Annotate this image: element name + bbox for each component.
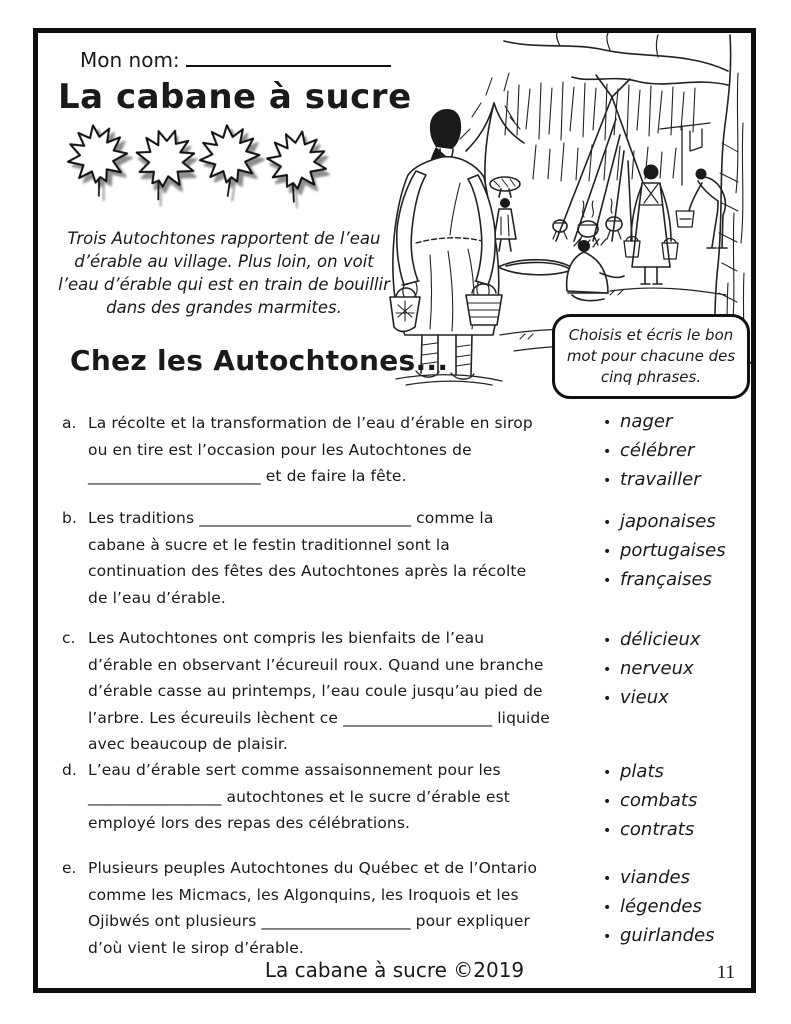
word-item [603, 864, 753, 893]
sentence-a [62, 410, 550, 490]
bullet-icon: • [603, 871, 612, 887]
sentence-text: Les traditions ___________________________ comme la cabane à sucre et le festin traditionnel sont la continuation des fêtes des Autochtones après la récolte de l’eau d’érable. [88, 509, 527, 607]
word-list-e [603, 864, 753, 951]
word-option: japonaises [620, 511, 716, 532]
word-option: françaises [620, 569, 712, 590]
bullet-icon: • [603, 765, 612, 781]
sentence-text: La récolte et la transformation de l’eau d’érable en sirop ou en tire est l’occasion pour les Autochtones de ______________________ et de faire la fête. [88, 414, 533, 485]
bullet-icon: • [603, 573, 612, 589]
background-figures [490, 165, 727, 301]
word-list-d [603, 758, 753, 845]
word-item [603, 626, 753, 655]
word-option: célébrer [620, 440, 695, 461]
sentence-text: Les Autochtones ont compris les bienfaits de l’eau d’érable en observant l’écureuil roux. Quand une branche d’érable casse au printemps, l’eau coule jusqu’au pied de l’arbre. Les écureuils lèchent ce ___________________ liquide avec beaucoup de plaisir. [88, 629, 550, 753]
sentence-label: e. [62, 859, 77, 877]
word-option: combats [620, 790, 698, 811]
word-item [603, 684, 753, 713]
bullet-icon: • [603, 415, 612, 431]
bullet-icon: • [603, 662, 612, 678]
bullet-icon: • [603, 473, 612, 489]
word-option: viandes [620, 867, 690, 888]
word-item [603, 408, 753, 437]
word-list-c [603, 626, 753, 713]
word-list-b [603, 508, 753, 595]
sentence-d [62, 757, 550, 837]
page-title: La cabane à sucre [58, 77, 412, 117]
word-option: délicieux [620, 629, 701, 650]
bullet-icon: • [603, 444, 612, 460]
speech-bubble [552, 314, 750, 399]
word-list-a [603, 408, 753, 495]
word-option: vieux [620, 687, 669, 708]
word-item [603, 466, 753, 495]
section-heading: Chez les Autochtones... [70, 344, 449, 377]
page-number: 11 [716, 962, 735, 983]
word-option: plats [620, 761, 664, 782]
bullet-icon: • [603, 515, 612, 531]
sentence-c [62, 625, 550, 758]
word-option: contrats [620, 819, 695, 840]
sentence-label: c. [62, 629, 76, 647]
sentence-e [62, 855, 550, 961]
word-option: légendes [620, 896, 702, 917]
word-item [603, 787, 753, 816]
word-item [603, 566, 753, 595]
intro-caption: Trois Autochtones rapportent de l’eau d’érable au village. Plus loin, on voit l’eau d’érable qui est en train de bouillir dans des grandes marmites. [58, 228, 390, 317]
sentence-label: b. [62, 509, 77, 527]
bullet-icon: • [603, 929, 612, 945]
speech-bubble-text: Choisis et écris le bon mot pour chacune des cinq phrases. [566, 326, 736, 386]
word-item [603, 816, 753, 845]
word-item [603, 655, 753, 684]
sentence-b [62, 505, 550, 611]
word-option: nager [620, 411, 673, 432]
word-option: travailler [620, 469, 701, 490]
sentence-text: L’eau d’érable sert comme assaisonnement pour les _________________ autochtones et le sucre d’érable est employé lors des repas des célébrations. [88, 761, 510, 832]
bullet-icon: • [603, 544, 612, 560]
bullet-icon: • [603, 633, 612, 649]
word-item [603, 893, 753, 922]
bullet-icon: • [603, 691, 612, 707]
footer-credit: La cabane à sucre ©2019 [264, 958, 525, 982]
word-item [603, 508, 753, 537]
word-option: portugaises [620, 540, 726, 561]
bullet-icon: • [603, 794, 612, 810]
name-label: Mon nom: [80, 48, 180, 72]
sentence-label: d. [62, 761, 77, 779]
word-item [603, 437, 753, 466]
sentence-text: Plusieurs peuples Autochtones du Québec et de l’Ontario comme les Micmacs, les Algonquins, les Iroquois et les Ojibwés ont plusieurs ___________________ pour expliquer d’où vient le sirop d’érable. [88, 859, 538, 957]
name-row [80, 47, 391, 72]
word-item [603, 922, 753, 951]
bullet-icon: • [603, 823, 612, 839]
maple-leaf-icon [250, 123, 342, 212]
word-option: guirlandes [620, 925, 715, 946]
word-item [603, 537, 753, 566]
bullet-icon: • [603, 900, 612, 916]
sentence-label: a. [62, 414, 77, 432]
worksheet-page [33, 28, 756, 993]
word-option: nerveux [620, 658, 694, 679]
maple-leaves-row [58, 123, 336, 205]
word-item [603, 758, 753, 787]
